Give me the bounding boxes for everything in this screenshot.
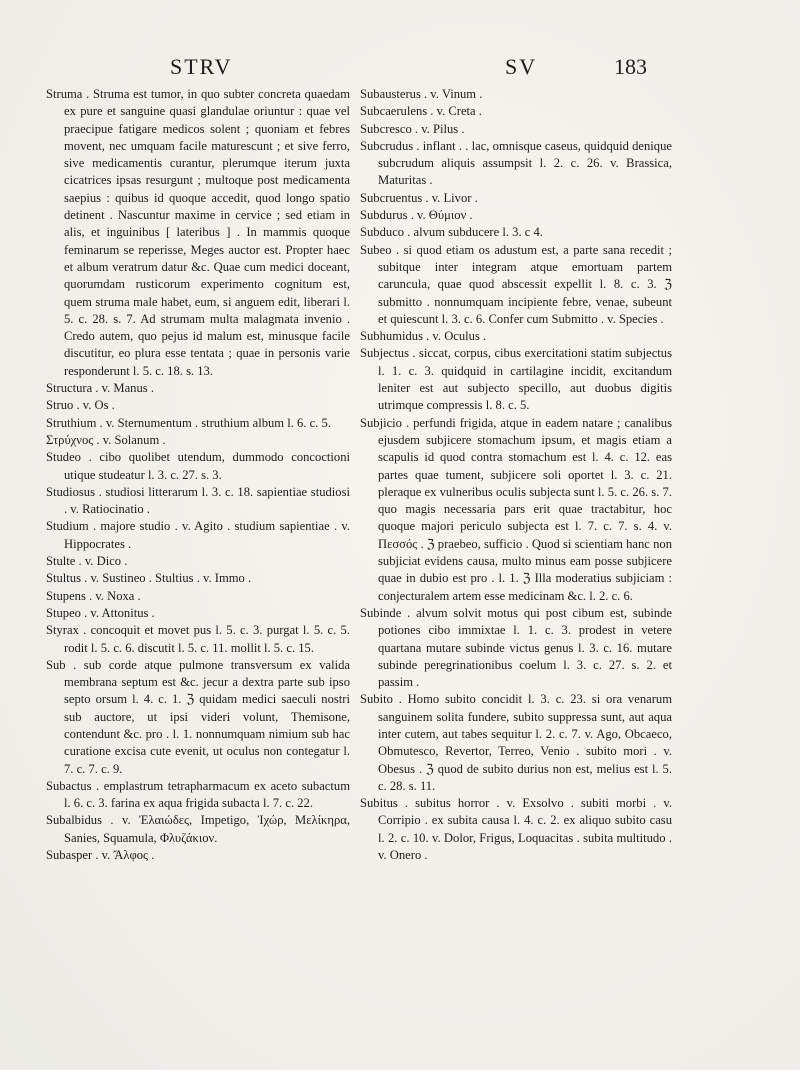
dictionary-entry: Στρύχνος . v. Solanum .: [46, 432, 166, 447]
dictionary-entry: Struma . Struma est tumor, in quo subter concreta quaedam ex pure et sanguine quasi glandulae oriuntur : quae vel praecipue fatigare medicos solent ; quoniam et febres movent, nec umquam facile maturescunt ; et sive ferro, sive medicamentis curantur, plerumque iterum juxta cicatrices ipsas resurgunt ; multoque post medicamenta saepius : quibus id quoque accedit, quod longo spatio detinent . Nascuntur maxime in cervice ; sed etiam in alis, et inguinibus [ lateribus ] . In mammis quoque feminarum se reperisse, Meges auctor est. Propter haec et album veratrum datur &c. Quae cum medici doceant, quorumdam rusticorum experimento cognitum est, quem struma male habet, eum, si anguem edit, liberari l. 5. c. 28. s. 7. Ad strumam multa malagmata invenio . Credo autem, quo pejus id malum est, minusque facile discutitur, eo plura esse tentata ; quae in personis varie responderunt l. 5. c. 18. s. 13.: [46, 87, 350, 378]
left-column: [46, 86, 350, 864]
dictionary-entry: Subito . Homo subito concidit l. 3. c. 23. si ora venarum sanguinem solita fundere, subito suppressa sunt, aut aqua inter cutem, aut tabes sequitur l. 2. c. 7. v. Ago, Obcaeco, Obmutesco, Revertor, Terreo, Venio . subito mori . v. Obesus . ℨ quod de subito durius non est, melius est l. 5. c. 28. s. 11.: [360, 692, 672, 793]
dictionary-entry: Stupeo . v. Attonitus .: [46, 605, 155, 620]
running-head-right: SV: [505, 54, 538, 79]
dictionary-entry: Subjectus . siccat, corpus, cibus exercitationi statim subjectus l. 1. c. 3. quidquid in cartilagine incidit, excitandum leniter est aut subjecto specillo, aut duobus digitis utrimque compressis l. 8. c. 5.: [360, 346, 672, 413]
dictionary-entry: Subdurus . v. Θύμιον .: [360, 208, 473, 223]
dictionary-entry: Subcresco . v. Pilus .: [360, 121, 465, 136]
dictionary-entry: Subausterus . v. Vinum .: [360, 87, 483, 101]
dictionary-entry: Structura . v. Manus .: [46, 381, 154, 396]
running-head-left: STRV: [170, 54, 233, 79]
dictionary-entry: Subinde . alvum solvit motus qui post cibum est, subinde potiones cibo immixtae l. 1. c. 3. prodest in vetere quartana mutare subinde victus genus l. 3. c. 16. mutare subinde peregrinationibus coelum l. 3. c. 27. s. 2. et passim .: [360, 605, 672, 690]
dictionary-entry: Styrax . concoquit et movet pus l. 5. c. 3. purgat l. 5. c. 5. rodit l. 5. c. 6. discutit l. 5. c. 11. mollit l. 5. c. 15.: [46, 623, 350, 655]
dictionary-entry: Studium . majore studio . v. Agito . studium sapientiae . v. Hippocrates .: [46, 519, 350, 551]
dictionary-entry: Subcrudus . inflant . . lac, omnisque caseus, quidquid denique subcrudum aliquis assumpsit l. 2. c. 26. v. Brassica, Maturitas .: [360, 138, 672, 188]
dictionary-entry: Subactus . emplastrum tetrapharmacum ex aceto subactum l. 6. c. 3. farina ex aqua frigida subacta l. 7. c. 22.: [46, 778, 350, 811]
dictionary-entry: Studiosus . studiosi litterarum l. 3. c. 18. sapientiae studiosi . v. Ratiocinatio .: [46, 484, 350, 517]
dictionary-entry: Subjicio . perfundi frigida, atque in eadem natare ; canalibus ejusdem subjicere stomachum ipsum, et magis etiam a scapulis id quod contra stomachum est l. 4. c. 12. eas partes quae tument, subjicere soli oportet l. 3. c. 21. pleraque ex vulneribus oculis subjecta sunt l. 5. c. 26. s. 7. quo magis necessaria pars erit quae tractabitur, hoc quoque majori periculo subjecta est l. 7. c. 7. s. 4. v. Πεσσός . ℨ praebeo, sufficio . Quod si scientiam hanc non subjiciat evidens causa, multo minus eam posse subjicere quae in dubio est pro . l. 1. ℨ Illa moderatius subjiciam : conjecturalem artem esse medicinam &c. l. 2. c. 6.: [360, 415, 672, 603]
dictionary-entry: Stulte . v. Dico .: [46, 554, 128, 569]
right-column: [360, 86, 672, 864]
dictionary-entry: Subduco . alvum subducere l. 3. c 4.: [360, 225, 543, 240]
dictionary-entry: Subeo . si quod etiam os adustum est, a parte sana recedit ; subitque inter integram atque emortuam partem caruncula, quae quod abscessit expellit l. 8. c. 3. ℨ submitto . nonnumquam incipiente febre, venae, subeunt et quiescunt l. 3. c. 6. Confer cum Submitto . v. Species .: [360, 242, 672, 326]
dictionary-entry: Subcaerulens . v. Creta .: [360, 104, 482, 119]
dictionary-entry: Studeo . cibo quolibet utendum, dummodo concoctioni utique studeatur l. 3. c. 27. s. 3.: [46, 450, 350, 482]
dictionary-entry: Struo . v. Os .: [46, 398, 115, 413]
dictionary-entry: Stultus . v. Sustineo . Stultius . v. Immo .: [46, 571, 252, 586]
dictionary-entry: Subitus . subitus horror . v. Exsolvo . subiti morbi . v. Corripio . ex subita causa l. 4. c. 2. ex aliquo subito casu l. 2. c. 10. v. Dolor, Frigus, Loquacitas . subita multitudo . v. Onero .: [360, 796, 672, 863]
dictionary-entry: Subcruentus . v. Livor .: [360, 190, 478, 205]
dictionary-entry: Stupens . v. Noxa .: [46, 588, 141, 603]
page-header: [0, 52, 800, 86]
dictionary-entry: Sub . sub corde atque pulmone transversum ex valida membrana septum est &c. jecur a dextra parte sub ipso septo orsum l. 4. c. 1. ℨ quidam medici saeculi nostri sub auctore, ut ipsi videri volunt, Themisone, contendunt &c. pro . l. 1. nonnumquam nimium sub hac curatione excisa cute evenit, ut oculus non contegatur l. 7. c. 7. c. 9.: [46, 657, 350, 776]
page-number: 183: [614, 54, 647, 79]
dictionary-entry: Subhumidus . v. Oculus .: [360, 329, 487, 344]
dictionary-entry: Subalbidus . v. Ἐλαιώδες, Impetigo, Ἰχώρ, Μελίκηρα, Sanies, Squamula, Φλυζάκιον.: [46, 813, 350, 845]
dictionary-entry: Subasper . v. Ἄλφος .: [46, 848, 155, 863]
dictionary-entry: Struthium . v. Sternumentum . struthium album l. 6. c. 5.: [46, 415, 331, 430]
